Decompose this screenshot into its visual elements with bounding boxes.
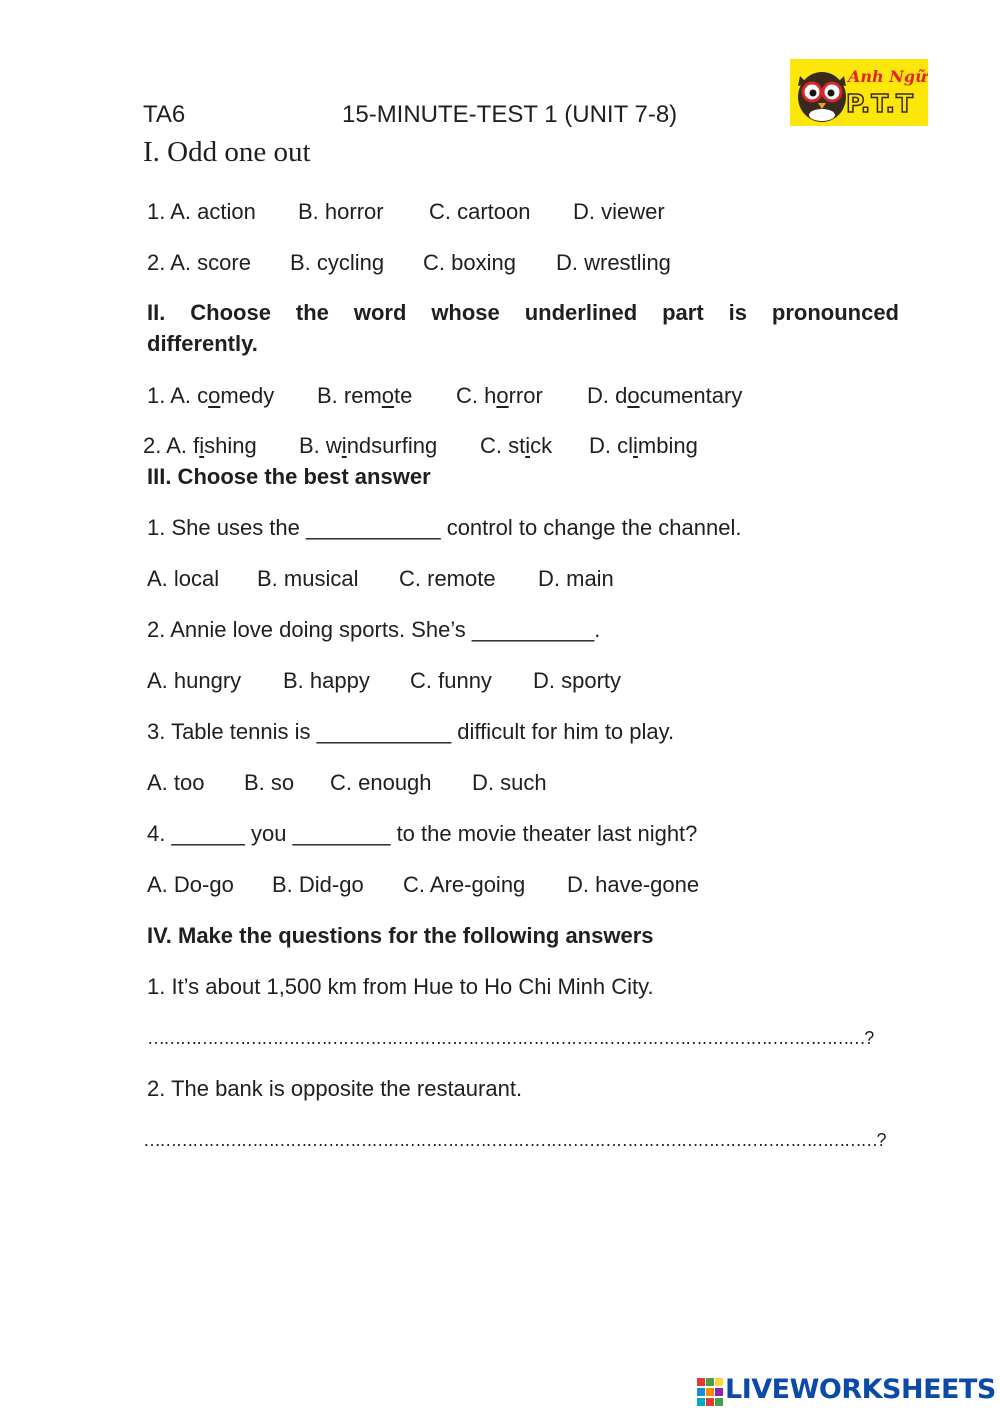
test-code: TA6 [143, 101, 186, 128]
pron-q1-option-c: C. horror [456, 383, 543, 408]
mcq-q1: 1. She uses the ___________ control to change the channel. [147, 515, 742, 540]
section-2-title: II. Choose the word whose underlined part is pronounced [147, 300, 899, 325]
mcq-q1-option-b[interactable]: B. musical [257, 566, 359, 591]
pron-q1 [147, 382, 742, 410]
mcq-q2-option-d[interactable]: D. sporty [533, 668, 622, 693]
liveworksheets-brand: LIVEWORKSHEETS [725, 1374, 996, 1405]
odd-q2-option-c: C. boxing [423, 250, 516, 275]
odd-q1-option-b: B. horror [298, 199, 384, 224]
mcq-q1-options [147, 565, 614, 593]
mcq-q4-option-b[interactable]: B. Did-go [272, 872, 364, 897]
write-q2: 2. The bank is opposite the restaurant. [147, 1076, 523, 1101]
mcq-q1-option-a[interactable]: A. local [147, 566, 220, 591]
mcq-q3: 3. Table tennis is ___________ difficult for him to play. [147, 719, 675, 744]
mcq-q3-option-d[interactable]: D. such [472, 770, 547, 795]
pron-q2-option-a: 2. A. fishing [143, 433, 257, 458]
mcq-q3-options [147, 769, 547, 797]
mcq-q3-option-c[interactable]: C. enough [330, 770, 432, 795]
section-4-title: IV. Make the questions for the following answers [147, 923, 654, 948]
mcq-q2-options [147, 667, 621, 695]
odd-q1 [147, 198, 665, 226]
write-q2-answer-line[interactable]: ………………………………………………………………………………………………………………………? [143, 1130, 885, 1150]
mcq-q2-option-c[interactable]: C. funny [410, 668, 492, 693]
mcq-q3-option-a[interactable]: A. too [147, 770, 205, 795]
owl-icon [794, 62, 850, 124]
pron-q2-option-b: B. windsurfing [299, 433, 438, 458]
mcq-q1-option-c[interactable]: C. remote [399, 566, 496, 591]
pron-q1-option-a: 1. A. comedy [147, 383, 275, 408]
odd-q2-option-d: D. wrestling [556, 250, 671, 275]
mcq-q2: 2. Annie love doing sports. She’s __________. [147, 617, 601, 642]
mcq-q3-option-b[interactable]: B. so [244, 770, 295, 795]
write-q1: 1. It’s about 1,500 km from Hue to Ho Chi Minh City. [147, 974, 654, 999]
section-3-title: III. Choose the best answer [147, 464, 431, 489]
liveworksheets-logo-icon [697, 1376, 723, 1410]
mcq-q4-option-a[interactable]: A. Do-go [147, 872, 234, 897]
odd-q1-option-d: D. viewer [573, 199, 665, 224]
odd-q2 [147, 249, 671, 277]
pron-q2-option-c: C. stick [480, 433, 553, 458]
odd-q1-option-a: 1. A. action [147, 199, 256, 224]
pron-q2 [143, 432, 698, 460]
logo-bottom-text: P.T.T [846, 89, 915, 118]
mcq-q4: 4. ______ you ________ to the movie theater last night? [147, 821, 698, 846]
section-1-title: I. Odd one out [143, 136, 311, 168]
odd-q1-option-c: C. cartoon [429, 199, 531, 224]
mcq-q2-option-a[interactable]: A. hungry [147, 668, 242, 693]
write-q1-answer-line[interactable]: ……………………………………………………………………………………………………………………? [147, 1028, 873, 1048]
mcq-q4-option-c[interactable]: C. Are-going [403, 872, 526, 897]
center-logo [790, 59, 928, 126]
odd-q2-option-b: B. cycling [290, 250, 385, 275]
odd-q2-option-a: 2. A. score [147, 250, 251, 275]
mcq-q4-options [147, 871, 699, 899]
mcq-q2-option-b[interactable]: B. happy [283, 668, 370, 693]
mcq-q4-option-d[interactable]: D. have-gone [567, 872, 700, 897]
pron-q1-option-b: B. remote [317, 383, 413, 408]
test-title: 15-MINUTE-TEST 1 (UNIT 7-8) [342, 101, 678, 128]
section-2-title-cont: differently. [147, 331, 258, 356]
pron-q1-option-d: D. documentary [587, 383, 743, 408]
logo-top-text: Anh Ngữ [848, 67, 927, 86]
mcq-q1-option-d[interactable]: D. main [538, 566, 614, 591]
pron-q2-option-d: D. climbing [589, 433, 698, 458]
